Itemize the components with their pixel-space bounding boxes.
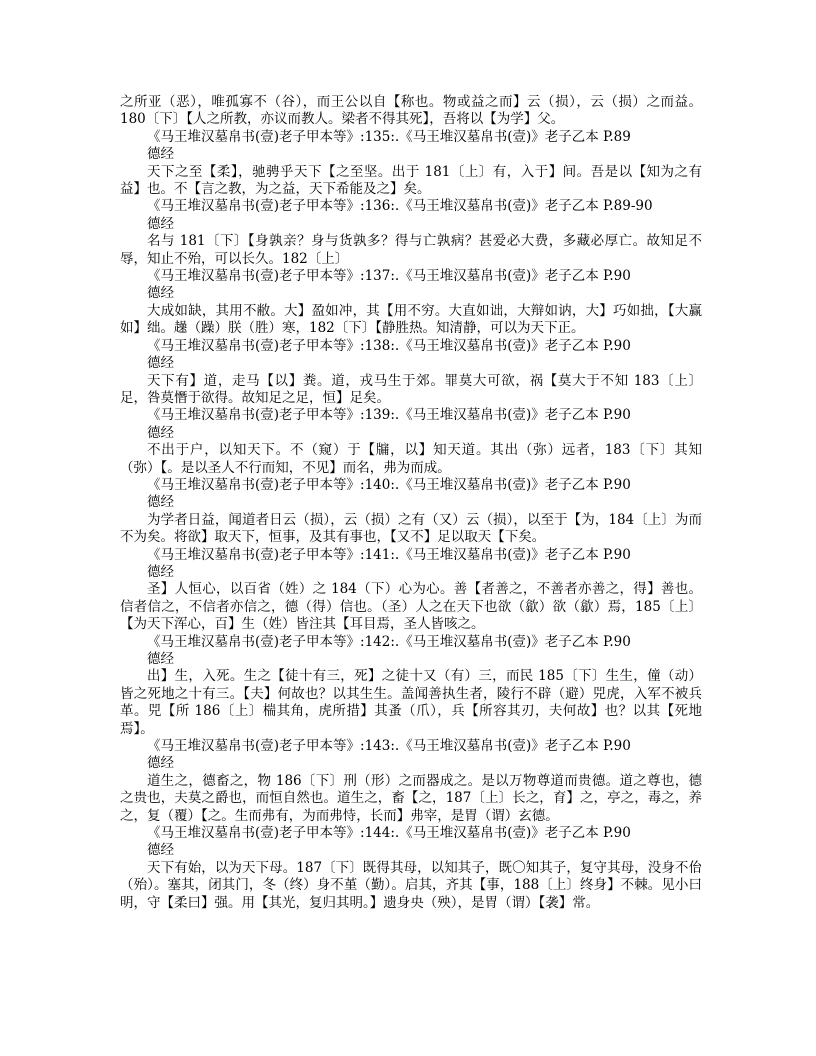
entry-text: 圣】人恒心，以百省（姓）之 184（下）心为心。善【者善之，不善者亦善之，得】善也。信者信之，不信者亦信之，德（得）信也。（圣）人之在天下也欲（歙）欲（歙）焉，185〔上〕【为天下浑心，百】生（姓）皆注其【耳目焉，圣人皆咳之。 bbox=[120, 581, 702, 633]
section-label: 德经 bbox=[147, 842, 174, 859]
citation-line: 《马王堆汉墓帛书(壹)老子甲本等》:140:.《马王堆汉墓帛书(壹)》老子乙本 P.90 bbox=[147, 476, 631, 493]
entry-list bbox=[120, 129, 702, 912]
citation-line: 《马王堆汉墓帛书(壹)老子甲本等》:135:.《马王堆汉墓帛书(壹)》老子乙本 P.89 bbox=[147, 128, 631, 145]
section-label: 德经 bbox=[147, 563, 174, 580]
document-page bbox=[120, 94, 702, 912]
entry-text: 天下之至【柔】，驰骋乎天下【之至坚。出于 181〔上〕有，入于】间。吾是以【知为之有益】也。不【言之教，为之益，天下希能及之】矣。 bbox=[120, 163, 702, 198]
section-label: 德经 bbox=[147, 755, 174, 772]
entry-text: 不出于户，以知天下。不（窥）于【牖，以】知天道。其出（弥）远者，183〔下〕其知（弥）【。是以圣人不行而知，不见】而名，弗为而成。 bbox=[120, 442, 702, 476]
citation-line: 《马王堆汉墓帛书(壹)老子甲本等》:137:.《马王堆汉墓帛书(壹)》老子乙本 P.90 bbox=[147, 268, 631, 285]
section-label: 德经 bbox=[147, 285, 174, 302]
section-label: 德经 bbox=[147, 146, 174, 163]
citation-line: 《马王堆汉墓帛书(壹)老子甲本等》:142:.《马王堆汉墓帛书(壹)》老子乙本 P.90 bbox=[147, 633, 631, 650]
section-label: 德经 bbox=[147, 424, 174, 441]
entry-text: 大成如缺，其用不敝。大】盈如冲，其【用不穷。大直如诎，大辩如讷，大】巧如拙，【大赢如】绌。趮（躁）朕（胜）寒，182〔下〕【静胜热。知清静，可以为天下正。 bbox=[120, 302, 702, 337]
citation-line: 《马王堆汉墓帛书(壹)老子甲本等》:136:.《马王堆汉墓帛书(壹)》老子乙本 P.89-90 bbox=[147, 198, 653, 215]
entry-text: 出】生，入死。生之【徒十有三，死】之徒十又（有）三，而民 185〔下〕生生，僮（动）皆之死地之十有三。【夫】何故也？以其生生。盖闻善执生者，陵行不辟（避）兕虎，入军不被兵革。兕【所 186〔上〕椯其角，虎所措】其蚤（爪），兵【所容其刃，夫何故】也？以其【死地焉】。 bbox=[120, 668, 702, 737]
entry-text: 天下有】道，走马【以】粪。道，戎马生于郊。罪莫大可欲，祸【莫大于不知 183〔上〕足，咎莫憯于欲得。故知足之足，恒】足矣。 bbox=[120, 372, 702, 406]
citation-line: 《马王堆汉墓帛书(壹)老子甲本等》:141:.《马王堆汉墓帛书(壹)》老子乙本 P.90 bbox=[147, 546, 631, 563]
entry-text: 道生之，德畜之，物 186〔下〕刑（形）之而器成之。是以万物尊道而贵德。道之尊也，德之贵也，夫莫之爵也，而恒自然也。道生之，畜【之，187〔上〕长之，育】之，亭之，毒之，养之，复（覆）【之。生而弗有，为而弗恃，长而】弗宰，是胃（谓）玄德。 bbox=[120, 772, 702, 824]
citation-line: 《马王堆汉墓帛书(壹)老子甲本等》:139:.《马王堆汉墓帛书(壹)》老子乙本 P.90 bbox=[147, 407, 631, 424]
entry-text: 天下有始，以为天下母。187〔下〕既得其母，以知其子，既〇知其子，复守其母，没身不佁（殆）。塞其，闭其门，冬（终）身不堇（勤）。启其，齐其【事，188〔上〕终身】不棘。见小曰明，守【柔曰】强。用【其光，复归其明。】遗身央（殃），是胃（谓）【袭】常。 bbox=[120, 859, 702, 911]
section-label: 德经 bbox=[147, 355, 174, 372]
citation-line: 《马王堆汉墓帛书(壹)老子甲本等》:144:.《马王堆汉墓帛书(壹)》老子乙本 P.90 bbox=[147, 825, 631, 842]
section-label: 德经 bbox=[147, 494, 174, 511]
citation-line: 《马王堆汉墓帛书(壹)老子甲本等》:138:.《马王堆汉墓帛书(壹)》老子乙本 P.90 bbox=[147, 337, 631, 354]
citation-line: 《马王堆汉墓帛书(壹)老子甲本等》:143:.《马王堆汉墓帛书(壹)》老子乙本 P.90 bbox=[147, 738, 631, 755]
section-label: 德经 bbox=[147, 651, 174, 667]
section-label: 德经 bbox=[147, 215, 174, 232]
lead-paragraph: 之所亚（恶），唯孤寡不（谷），而王公以自【称也。物或益之而】云（损），云（损）之而益。180〔下〕【人之所教，亦议而教人。梁者不得其死】，吾将以【为学】父。 bbox=[120, 94, 702, 128]
entry-text: 名与 181〔下〕【身孰亲？身与货孰多？得与亡孰病？甚爱必大费，多藏必厚亡。故知足不辱，知止不殆，可以长久。182〔上〕 bbox=[120, 233, 702, 267]
entry-text: 为学者日益，闻道者日云（损），云（损）之有（又）云（损），以至于【为，184〔上〕为而不为矣。将欲】取天下，恒事，及其有事也，【又不】足以取天【下矣。 bbox=[120, 511, 702, 546]
